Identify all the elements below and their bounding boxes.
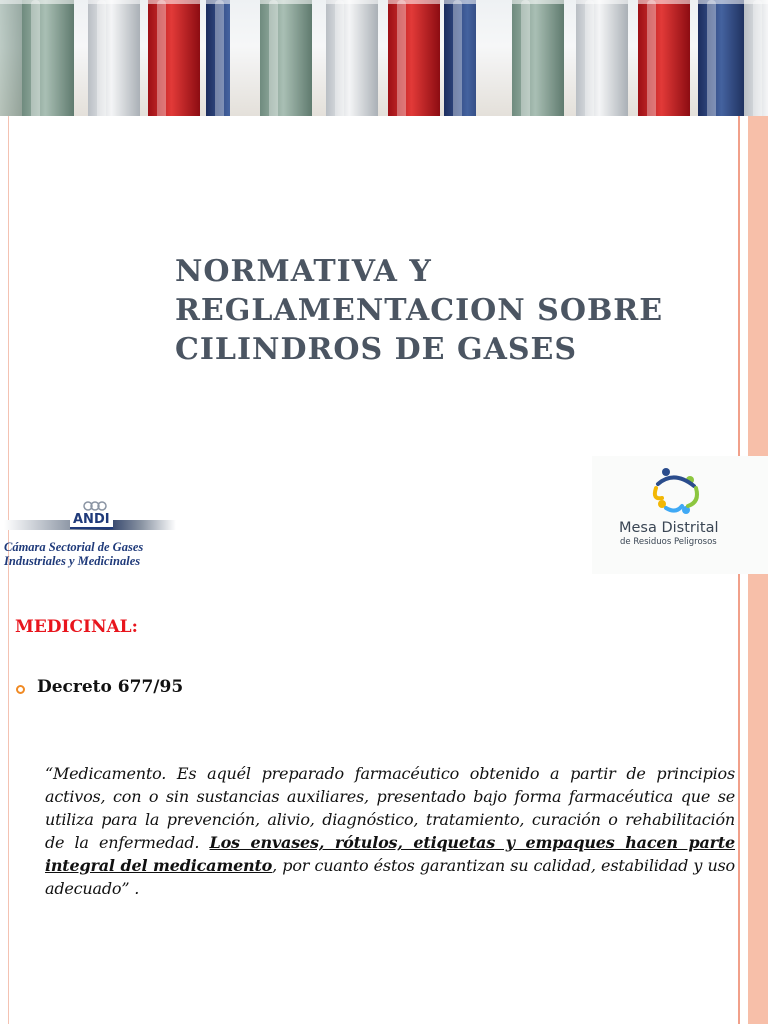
- andi-rings-icon: [82, 500, 108, 512]
- quote-paragraph: [45, 762, 735, 900]
- bullet-text: Decreto 677/95: [37, 677, 184, 697]
- bullet-circle-icon: [16, 685, 25, 694]
- banner-panel-left: [0, 0, 230, 116]
- section-label: MEDICINAL:: [15, 617, 138, 637]
- andi-logo-name: ANDI: [70, 512, 113, 529]
- gas-cylinders-banner: [0, 0, 768, 116]
- quote-text-end: , por cuanto éstos garantizan su calidad, estabilidad y uso adecuado” .: [45, 856, 735, 898]
- andi-logo-line2: Industriales y Medicinales: [4, 554, 141, 568]
- mesa-distrital-logo: [592, 456, 768, 574]
- andi-logo-line1: Cámara Sectorial de Gases: [4, 540, 144, 554]
- mesa-people-circle-icon: [644, 466, 710, 516]
- andi-logo: [4, 508, 176, 572]
- banner-panel-middle: [230, 0, 476, 116]
- mesa-logo-name: Mesa Distrital: [619, 520, 719, 536]
- banner-panel-right: [476, 0, 768, 116]
- quote-emphasis: Los envases, rótulos, etiquetas y empaques hacen parte integral del medicamento: [45, 833, 736, 875]
- mesa-logo-subtitle: de Residuos Peligrosos: [620, 537, 717, 547]
- quote-text-start: “Medicamento. Es aquél preparado farmacéutico obtenido a partir de principios activos, con o sin sustancias auxiliares, presentado bajo forma farmacéutica que se utiliza para la prevención, alivio, diagnóstico, tratamiento, curación o rehabilitación de la enfermedad.: [45, 764, 735, 852]
- slide-title: NORMATIVA Y REGLAMENTACION SOBRE CILINDROS DE GASES: [175, 254, 664, 367]
